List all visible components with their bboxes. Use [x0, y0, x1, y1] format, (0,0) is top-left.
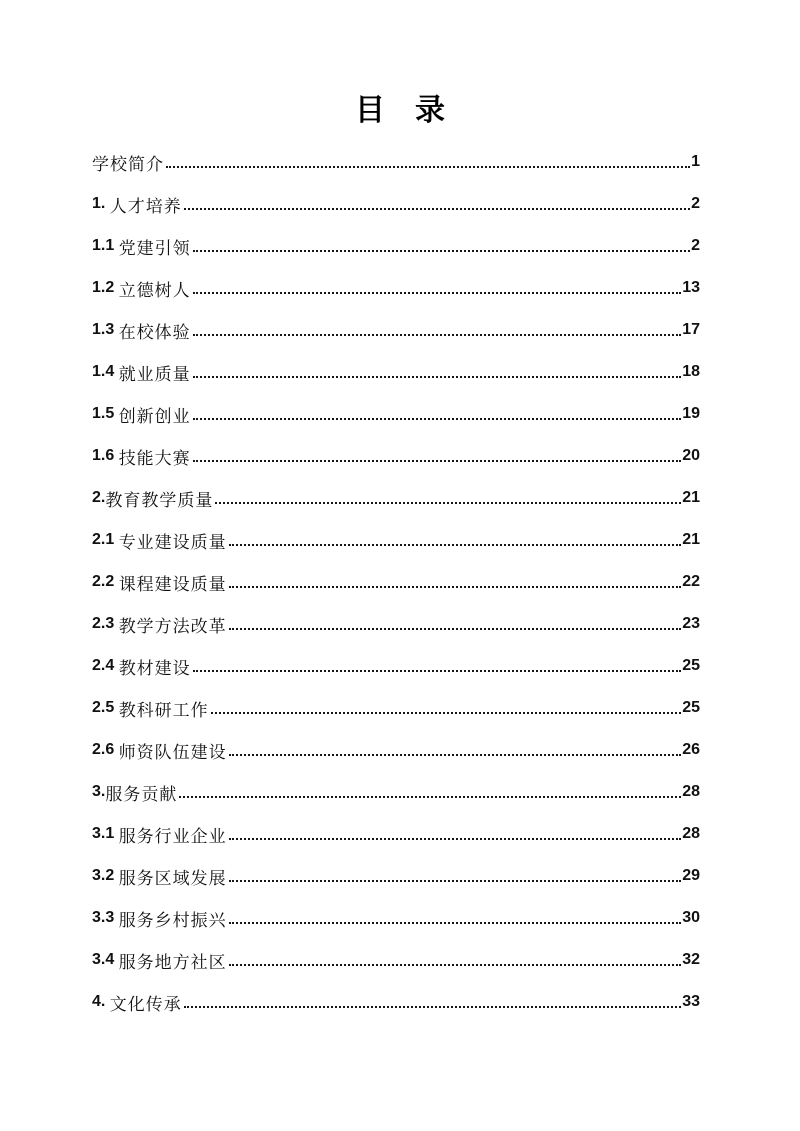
- toc-entry[interactable]: [92, 183, 700, 225]
- toc-leader-dots: [229, 544, 682, 546]
- toc-entry[interactable]: [92, 393, 700, 435]
- toc-leader-dots: [229, 754, 682, 756]
- toc-entry[interactable]: [92, 939, 700, 981]
- toc-entry[interactable]: [92, 267, 700, 309]
- toc-leader-dots: [166, 166, 690, 168]
- toc-entry-label: 服务贡献: [105, 784, 178, 805]
- toc-entry-label: 创新创业: [118, 406, 191, 427]
- toc-entry-number: 1.6: [92, 447, 119, 464]
- toc-entry-page: 13: [682, 279, 700, 296]
- toc-entry-page: 2: [691, 237, 700, 254]
- toc-entry-label: 服务地方社区: [118, 952, 227, 973]
- toc-leader-dots: [229, 628, 682, 630]
- toc-entry[interactable]: [92, 477, 700, 519]
- toc-entry-page: 28: [682, 825, 700, 842]
- page-title: 目 录: [355, 93, 445, 128]
- toc-entry-number: 3.4: [92, 951, 119, 968]
- toc-entry[interactable]: [92, 561, 700, 603]
- toc-entry-label: 专业建设质量: [118, 532, 227, 553]
- toc-entry-number: 2.6: [92, 741, 119, 758]
- toc-entry-number: 4.: [92, 993, 110, 1010]
- toc-entry-page: 23: [682, 615, 700, 632]
- toc-entry[interactable]: [92, 309, 700, 351]
- toc-entry-page: 17: [682, 321, 700, 338]
- toc-entry-page: 22: [682, 573, 700, 590]
- toc-entry-page: 18: [682, 363, 700, 380]
- toc-entry-number: 2.: [92, 489, 106, 506]
- toc-leader-dots: [193, 418, 682, 420]
- toc-entry[interactable]: [92, 351, 700, 393]
- toc-entry[interactable]: [92, 645, 700, 687]
- toc-entry[interactable]: [92, 771, 700, 813]
- toc-entry-number: 1.1: [92, 237, 119, 254]
- toc-entry-page: 20: [682, 447, 700, 464]
- toc-entry-label: 文化传承: [109, 994, 182, 1015]
- toc-leader-dots: [193, 460, 682, 462]
- toc-entry[interactable]: [92, 729, 700, 771]
- toc-leader-dots: [229, 586, 682, 588]
- toc-entry-page: 25: [682, 657, 700, 674]
- toc-entry-number: 2.1: [92, 531, 119, 548]
- toc-entry-label: 就业质量: [118, 364, 191, 385]
- toc-leader-dots: [193, 292, 682, 294]
- toc-entry-number: 2.4: [92, 657, 119, 674]
- toc-entry-label: 服务乡村振兴: [118, 910, 227, 931]
- toc-entry-page: 28: [682, 783, 700, 800]
- toc-entry-label: 技能大赛: [118, 448, 191, 469]
- toc-entry-label: 立德树人: [118, 280, 191, 301]
- toc-entry-page: 2: [691, 195, 700, 212]
- toc-entry-label: 教育教学质量: [105, 490, 214, 511]
- toc-entry-label: 教学方法改革: [118, 616, 227, 637]
- toc-entry-page: 19: [682, 405, 700, 422]
- toc-entry-number: 1.2: [92, 279, 119, 296]
- toc-entry-label: 党建引领: [118, 238, 191, 259]
- toc-leader-dots: [229, 880, 682, 882]
- toc-entry-page: 32: [682, 951, 700, 968]
- toc-entry-label: 在校体验: [118, 322, 191, 343]
- toc-entry-label: 服务区域发展: [118, 868, 227, 889]
- toc-entry[interactable]: [92, 519, 700, 561]
- toc-entry-number: 1.5: [92, 405, 119, 422]
- toc-leader-dots: [184, 208, 690, 210]
- toc-leader-dots: [229, 922, 682, 924]
- toc-entry-number: 3.: [92, 783, 106, 800]
- toc-entry-page: 29: [682, 867, 700, 884]
- toc-entry-number: 3.1: [92, 825, 119, 842]
- toc-entry-page: 30: [682, 909, 700, 926]
- toc-entry-number: 1.: [92, 195, 110, 212]
- toc-entry-number: 3.3: [92, 909, 119, 926]
- toc-entry-label: 服务行业企业: [118, 826, 227, 847]
- toc-leader-dots: [193, 250, 690, 252]
- toc-entry-number: 3.2: [92, 867, 119, 884]
- toc-entry-label: 师资队伍建设: [118, 742, 227, 763]
- toc-list: [92, 141, 700, 1023]
- toc-leader-dots: [211, 712, 682, 714]
- toc-entry-number: 1.4: [92, 363, 119, 380]
- toc-leader-dots: [215, 502, 681, 504]
- toc-entry-number: 2.2: [92, 573, 119, 590]
- toc-entry-label: 教材建设: [118, 658, 191, 679]
- toc-entry-page: 26: [682, 741, 700, 758]
- toc-entry[interactable]: [92, 981, 700, 1023]
- toc-entry-label: 人才培养: [109, 196, 182, 217]
- toc-leader-dots: [229, 964, 682, 966]
- toc-entry-label: 学校简介: [92, 154, 164, 175]
- toc-entry[interactable]: [92, 435, 700, 477]
- toc-entry-number: 2.3: [92, 615, 119, 632]
- toc-leader-dots: [193, 334, 682, 336]
- toc-entry[interactable]: [92, 225, 700, 267]
- toc-leader-dots: [184, 1006, 681, 1008]
- toc-entry-label: 教科研工作: [118, 700, 209, 721]
- toc-entry-page: 33: [682, 993, 700, 1010]
- toc-entry[interactable]: [92, 897, 700, 939]
- toc-leader-dots: [193, 376, 682, 378]
- toc-entry[interactable]: [92, 855, 700, 897]
- toc-entry-number: 1.3: [92, 321, 119, 338]
- toc-entry-number: 2.5: [92, 699, 119, 716]
- toc-entry-page: 21: [682, 531, 700, 548]
- toc-entry[interactable]: [92, 687, 700, 729]
- toc-entry-page: 1: [691, 153, 700, 170]
- toc-entry[interactable]: [92, 813, 700, 855]
- toc-entry[interactable]: [92, 141, 700, 183]
- toc-leader-dots: [179, 796, 681, 798]
- toc-entry-page: 21: [682, 489, 700, 506]
- toc-entry-label: 课程建设质量: [118, 574, 227, 595]
- toc-entry[interactable]: [92, 603, 700, 645]
- toc-leader-dots: [193, 670, 682, 672]
- toc-entry-page: 25: [682, 699, 700, 716]
- toc-leader-dots: [229, 838, 682, 840]
